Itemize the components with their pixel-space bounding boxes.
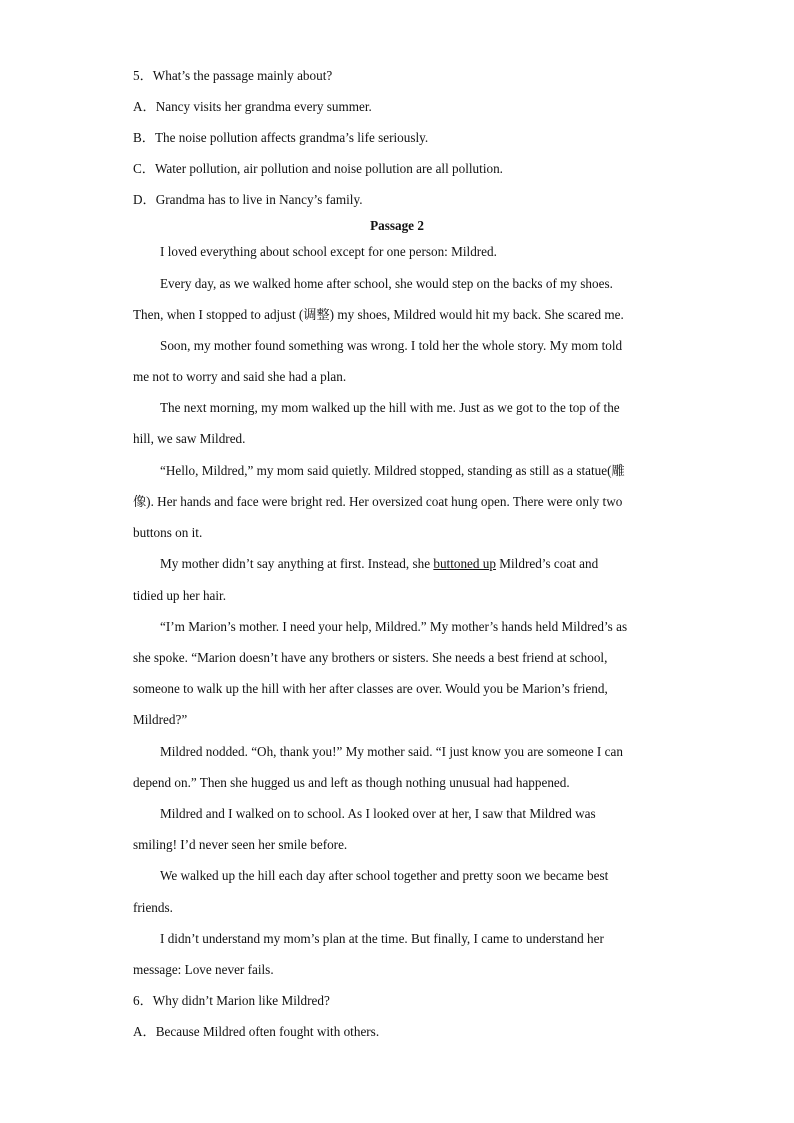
passage-line: Mildred?” [133, 712, 188, 727]
passage-line: Mildred and I walked on to school. As I looked over at her, I saw that Mildred was [160, 806, 596, 821]
passage-line: I didn’t understand my mom’s plan at the time. But finally, I came to understand her [160, 931, 604, 946]
passage-line: me not to worry and said she had a plan. [133, 369, 347, 384]
passage-line: 像). Her hands and face were bright red. Her oversized coat hung open. There were only two [133, 494, 623, 509]
passage-line: I loved everything about school except for one person: Mildred. [160, 244, 497, 259]
passage-line: buttons on it. [133, 525, 203, 540]
passage-line: “I’m Marion’s mother. I need your help, Mildred.” My mother’s hands held Mildred’s as [160, 619, 628, 634]
question-5-option-b: B．The noise pollution affects grandma’s life seriously. [133, 130, 429, 145]
passage-line: We walked up the hill each day after school together and pretty soon we became best [160, 868, 609, 883]
passage-line: Then, when I stopped to adjust (调整) my shoes, Mildred would hit my back. She scared me. [133, 307, 624, 322]
passage-line: Mildred nodded. “Oh, thank you!” My mother said. “I just know you are someone I can [160, 744, 623, 759]
passage-line: depend on.” Then she hugged us and left as though nothing unusual had happened. [133, 775, 570, 790]
passage-line [160, 556, 598, 572]
question-6-stem: 6．Why didn’t Marion like Mildred? [133, 993, 330, 1008]
underlined-phrase: buttoned up [433, 556, 496, 571]
passage-line: Soon, my mother found something was wrong. I told her the whole story. My mom told [160, 338, 623, 353]
passage-line: someone to walk up the hill with her after classes are over. Would you be Marion’s friend, [133, 681, 608, 696]
passage-line: message: Love never fails. [133, 962, 274, 977]
passage-text: My mother didn’t say anything at first. Instead, she [160, 556, 434, 571]
question-6-option-a: A．Because Mildred often fought with others. [133, 1024, 380, 1039]
passage-line: The next morning, my mom walked up the hill with me. Just as we got to the top of the [160, 400, 620, 415]
question-5-option-c: C．Water pollution, air pollution and noise pollution are all pollution. [133, 161, 503, 176]
question-5-option-d: D．Grandma has to live in Nancy’s family. [133, 192, 363, 207]
passage-line: hill, we saw Mildred. [133, 431, 246, 446]
passage-line: “Hello, Mildred,” my mom said quietly. Mildred stopped, standing as still as a statue(雕 [160, 463, 625, 478]
question-5-stem: 5．What’s the passage mainly about? [133, 68, 333, 83]
question-5-option-a: A．Nancy visits her grandma every summer. [133, 99, 372, 114]
passage-line: Every day, as we walked home after school, she would step on the backs of my shoes. [160, 276, 613, 291]
passage-2-title: Passage 2 [370, 218, 424, 233]
passage-line: tidied up her hair. [133, 588, 227, 603]
passage-line: smiling! I’d never seen her smile before. [133, 837, 348, 852]
passage-text: Mildred’s coat and [496, 556, 599, 571]
passage-line: she spoke. “Marion doesn’t have any brothers or sisters. She needs a best friend at school, [133, 650, 608, 665]
passage-line: friends. [133, 900, 173, 915]
